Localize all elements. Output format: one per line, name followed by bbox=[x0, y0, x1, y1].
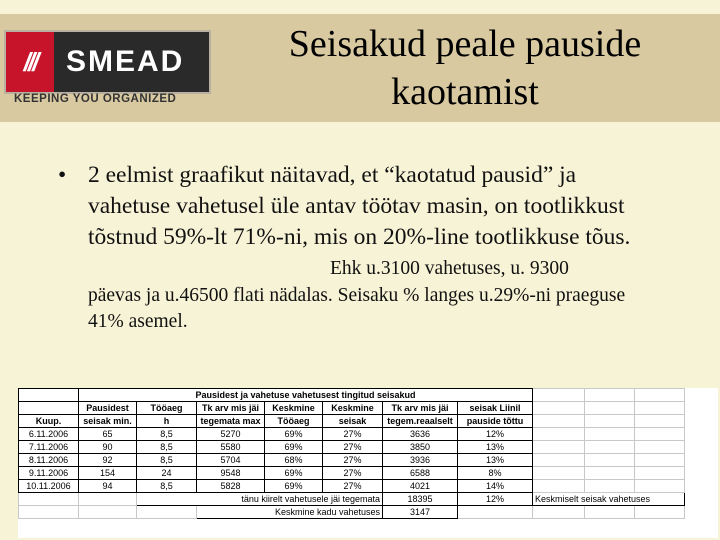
table-cell bbox=[635, 454, 685, 467]
table-cell: 8,5 bbox=[137, 480, 197, 493]
header-cell: Tööaeg bbox=[137, 402, 197, 415]
table-cell bbox=[79, 506, 137, 519]
logo-wordmark: SMEAD bbox=[66, 45, 185, 78]
table-cell: 9548 bbox=[197, 467, 265, 480]
table-cell: 3936 bbox=[383, 454, 458, 467]
table-cell bbox=[635, 428, 685, 441]
table-cell bbox=[533, 441, 585, 454]
summary-note: Keskmiselt seisak vahetuses bbox=[533, 493, 685, 506]
table-cell: 69% bbox=[265, 428, 323, 441]
table-cell bbox=[585, 467, 635, 480]
table-cell: 8% bbox=[458, 467, 533, 480]
table-cell: 69% bbox=[265, 467, 323, 480]
table-cell: 8,5 bbox=[137, 454, 197, 467]
table-cell bbox=[635, 480, 685, 493]
table-cell bbox=[635, 506, 685, 519]
table-row bbox=[19, 467, 685, 480]
bullet-text-small-lead: Ehk u.3100 vahetuses, u. 9300 bbox=[330, 258, 569, 279]
header-cell: pauside tõttu bbox=[458, 415, 533, 428]
table-cell: 65 bbox=[79, 428, 137, 441]
table-cell bbox=[585, 454, 635, 467]
table-cell: 27% bbox=[323, 454, 383, 467]
table-cell: 27% bbox=[323, 441, 383, 454]
summary-row-2 bbox=[19, 506, 685, 519]
table-cell bbox=[79, 493, 137, 506]
slide-title-line1: Seisakud peale pauside bbox=[288, 23, 642, 65]
table-cell: 94 bbox=[79, 480, 137, 493]
header-cell: h bbox=[137, 415, 197, 428]
table-cell bbox=[585, 389, 635, 402]
table-cell: 8.11.2006 bbox=[19, 454, 79, 467]
header-cell: Tk arv mis jäi bbox=[197, 402, 265, 415]
table-cell bbox=[19, 389, 79, 402]
table-cell: 13% bbox=[458, 441, 533, 454]
header-cell: seisak Liinil bbox=[458, 402, 533, 415]
table-cell bbox=[585, 506, 635, 519]
table-cell: 154 bbox=[79, 467, 137, 480]
table-row bbox=[19, 480, 685, 493]
bullet-text-small: päevas ja u.46500 flati nädalas. Seisaku % langes u.29%-ni praeguse 41% asemel. bbox=[88, 285, 626, 332]
table-cell: 6588 bbox=[383, 467, 458, 480]
table-cell bbox=[585, 415, 635, 428]
table-cell: 13% bbox=[458, 454, 533, 467]
summary-percent: 12% bbox=[458, 493, 533, 506]
summary-label: Keskmine kadu vahetuses bbox=[197, 506, 383, 519]
header-row-1 bbox=[19, 402, 685, 415]
table-cell: 3850 bbox=[383, 441, 458, 454]
table-cell: 68% bbox=[265, 454, 323, 467]
table-cell bbox=[585, 441, 635, 454]
table-cell: 5580 bbox=[197, 441, 265, 454]
header-cell: Keskmine bbox=[323, 402, 383, 415]
title-row bbox=[19, 389, 685, 402]
spreadsheet-embed bbox=[18, 388, 718, 538]
table-cell bbox=[635, 415, 685, 428]
header-cell: tegem.reaalselt bbox=[383, 415, 458, 428]
logo-slash-mark: /// bbox=[6, 32, 54, 92]
table-cell: 8,5 bbox=[137, 428, 197, 441]
header-cell: Tööaeg bbox=[265, 415, 323, 428]
header-cell: seisak bbox=[323, 415, 383, 428]
summary-label: tänu kiirelt vahetusele jäi tegemata bbox=[137, 493, 383, 506]
table-cell bbox=[533, 402, 585, 415]
table-cell: 92 bbox=[79, 454, 137, 467]
table-cell: 5270 bbox=[197, 428, 265, 441]
table-cell bbox=[19, 493, 79, 506]
header-cell: Kuup. bbox=[19, 415, 79, 428]
table-cell: 5828 bbox=[197, 480, 265, 493]
table-cell: 3636 bbox=[383, 428, 458, 441]
table-cell: 27% bbox=[323, 467, 383, 480]
table-cell bbox=[585, 402, 635, 415]
table-cell bbox=[19, 506, 79, 519]
table-cell: 14% bbox=[458, 480, 533, 493]
table-cell: 69% bbox=[265, 480, 323, 493]
table-cell bbox=[533, 506, 585, 519]
table-cell bbox=[533, 389, 585, 402]
table-row bbox=[19, 441, 685, 454]
header-cell: Pausidest bbox=[79, 402, 137, 415]
table-cell bbox=[533, 467, 585, 480]
table-cell bbox=[635, 467, 685, 480]
table-cell: 27% bbox=[323, 428, 383, 441]
table-cell: 69% bbox=[265, 441, 323, 454]
table-cell: 6.11.2006 bbox=[19, 428, 79, 441]
table-cell: 4021 bbox=[383, 480, 458, 493]
table-cell bbox=[635, 402, 685, 415]
table-cell: 7.11.2006 bbox=[19, 441, 79, 454]
table-cell bbox=[533, 454, 585, 467]
table-cell bbox=[635, 441, 685, 454]
summary-value: 3147 bbox=[383, 506, 458, 519]
table-cell bbox=[19, 402, 79, 415]
table-cell: 24 bbox=[137, 467, 197, 480]
bullet-text-large: 2 eelmist graafikut näitavad, et “kaotatud pausid” ja vahetuse vahetusel üle antav töötav masin, on tootlikkust tõstnud 59%-lt 71%-ni, mis on 20%-line tootlikkuse tõus. bbox=[88, 162, 631, 250]
table-row bbox=[19, 454, 685, 467]
table-row bbox=[19, 428, 685, 441]
table-cell bbox=[533, 428, 585, 441]
header-cell: Tk arv mis jäi bbox=[383, 402, 458, 415]
table-cell bbox=[585, 428, 635, 441]
slide-title bbox=[240, 20, 690, 116]
table-cell bbox=[137, 506, 197, 519]
table-cell: 9.11.2006 bbox=[19, 467, 79, 480]
header-cell: tegemata max bbox=[197, 415, 265, 428]
table-cell bbox=[533, 415, 585, 428]
summary-row-1 bbox=[19, 493, 685, 506]
summary-value: 18395 bbox=[383, 493, 458, 506]
spreadsheet-table bbox=[18, 388, 685, 519]
smead-logo bbox=[4, 30, 211, 94]
header-row-2 bbox=[19, 415, 685, 428]
table-cell: 90 bbox=[79, 441, 137, 454]
table-cell: 5704 bbox=[197, 454, 265, 467]
table-cell: 12% bbox=[458, 428, 533, 441]
table-cell: 27% bbox=[323, 480, 383, 493]
spreadsheet-title: Pausidest ja vahetuse vahetusest tingitud seisakud bbox=[79, 389, 533, 402]
bullet-dot: • bbox=[58, 162, 67, 188]
table-cell bbox=[585, 480, 635, 493]
table-cell: 10.11.2006 bbox=[19, 480, 79, 493]
header-cell: Keskmine bbox=[265, 402, 323, 415]
table-cell: 8,5 bbox=[137, 441, 197, 454]
logo-tagline: KEEPING YOU ORGANIZED bbox=[14, 93, 177, 105]
header-cell: seisak min. bbox=[79, 415, 137, 428]
table-cell bbox=[458, 506, 533, 519]
slide-title-line2: kaotamist bbox=[391, 71, 539, 113]
table-cell bbox=[533, 480, 585, 493]
table-cell bbox=[635, 389, 685, 402]
